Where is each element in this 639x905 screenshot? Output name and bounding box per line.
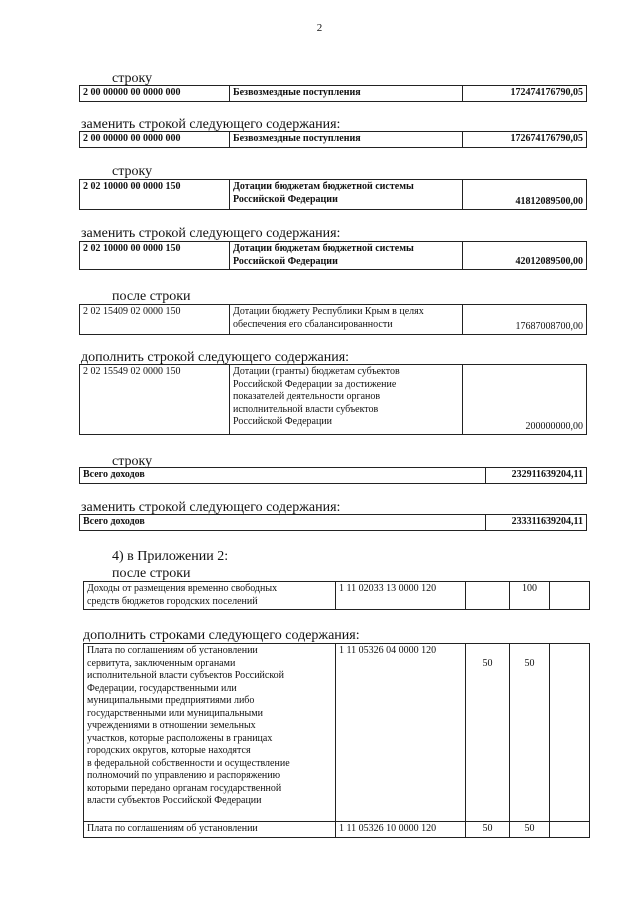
table-row xyxy=(80,468,587,484)
caption-replace: заменить строкой следующего содержания: xyxy=(81,226,341,241)
total-amount: 233311639204,11 xyxy=(486,515,587,531)
code-cell: 1 11 05326 04 0000 120 xyxy=(336,644,466,822)
caption-after: после строки xyxy=(112,289,191,304)
income-table-2 xyxy=(79,131,587,148)
name-cell: Дотации бюджетам бюджетной системы Российской Федерации xyxy=(230,242,463,270)
code-cell: 1 11 02033 13 0000 120 xyxy=(336,582,466,610)
table-row xyxy=(80,365,587,435)
table-row xyxy=(80,132,587,148)
table-row xyxy=(80,305,587,335)
code-cell: 2 02 15409 02 0000 150 xyxy=(80,305,230,335)
caption-replace: заменить строкой следующего содержания: xyxy=(81,500,341,515)
caption-replace: заменить строкой следующего содержания: xyxy=(81,117,341,132)
caption-line: строку xyxy=(112,454,153,469)
income-table-4 xyxy=(79,241,587,270)
income-table-6 xyxy=(79,364,587,435)
name-cell: Дотации бюджету Республики Крым в целях обеспечения его сбалансированности xyxy=(230,305,463,335)
value-cell: 50 xyxy=(510,644,550,822)
total-table-2 xyxy=(79,514,587,531)
code-cell: 2 00 00000 00 0000 000 xyxy=(80,132,230,148)
table-row xyxy=(80,180,587,210)
total-table-1 xyxy=(79,467,587,484)
appendix-heading: 4) в Приложении 2: xyxy=(112,549,229,564)
code-cell: 2 02 10000 00 0000 150 xyxy=(80,180,230,210)
table-row xyxy=(80,86,587,102)
income-table-1 xyxy=(79,85,587,102)
code-cell: 2 00 00000 00 0000 000 xyxy=(80,86,230,102)
caption-line: строку xyxy=(112,164,153,179)
income-table-5 xyxy=(79,304,587,335)
code-cell: 2 02 10000 00 0000 150 xyxy=(80,242,230,270)
amount-cell: 200000000,00 xyxy=(463,365,587,435)
value-cell xyxy=(466,582,510,610)
name-cell: Дотации (гранты) бюджетам субъектов Российской Федерации за достижение показателей деятельности органов исполнительной власти субъектов Российской Федерации xyxy=(230,365,463,435)
total-label: Всего доходов xyxy=(80,468,486,484)
name-cell: Плата по соглашениям об установлении xyxy=(84,822,336,838)
name-cell: Доходы от размещения временно свободных средств бюджетов городских поселений xyxy=(84,582,336,610)
caption-add: дополнить строкой следующего содержания: xyxy=(81,350,350,365)
table-row xyxy=(80,242,587,270)
name-cell: Безвозмездные поступления xyxy=(230,86,463,102)
appendix-table-add xyxy=(83,643,590,838)
value-cell xyxy=(550,644,590,822)
table-row xyxy=(84,582,590,610)
income-table-3 xyxy=(79,179,587,210)
value-cell: 50 xyxy=(466,644,510,822)
table-row xyxy=(84,822,590,838)
amount-cell: 41812089500,00 xyxy=(463,180,587,210)
caption-line: строку xyxy=(112,71,153,86)
value-cell xyxy=(550,822,590,838)
caption-after: после строки xyxy=(112,566,191,581)
amount-cell: 172674176790,05 xyxy=(463,132,587,148)
name-cell: Безвозмездные поступления xyxy=(230,132,463,148)
name-cell: Дотации бюджетам бюджетной системы Российской Федерации xyxy=(230,180,463,210)
total-label: Всего доходов xyxy=(80,515,486,531)
value-cell: 50 xyxy=(510,822,550,838)
code-cell: 2 02 15549 02 0000 150 xyxy=(80,365,230,435)
value-cell: 100 xyxy=(510,582,550,610)
appendix-table-after xyxy=(83,581,590,610)
table-row xyxy=(84,644,590,822)
value-cell xyxy=(550,582,590,610)
value-cell: 50 xyxy=(466,822,510,838)
amount-cell: 42012089500,00 xyxy=(463,242,587,270)
name-cell: Плата по соглашениям об установлении сервитута, заключенным органами исполнительной власти субъектов Российской Федерации, государственными или муниципальными предприятиями либо государственными или муниципальными учреждениями в отношении земельных участков, которые расположены в границах городских округов, которые находятся в федеральной собственности и осуществление полномочий по управлению и распоряжению которыми передано органам государственной власти субъектов Российской Федерации xyxy=(84,644,336,822)
code-cell: 1 11 05326 10 0000 120 xyxy=(336,822,466,838)
page-number: 2 xyxy=(316,22,323,34)
amount-cell: 172474176790,05 xyxy=(463,86,587,102)
total-amount: 232911639204,11 xyxy=(486,468,587,484)
table-row xyxy=(80,515,587,531)
caption-add: дополнить строками следующего содержания: xyxy=(83,628,360,643)
amount-cell: 17687008700,00 xyxy=(463,305,587,335)
